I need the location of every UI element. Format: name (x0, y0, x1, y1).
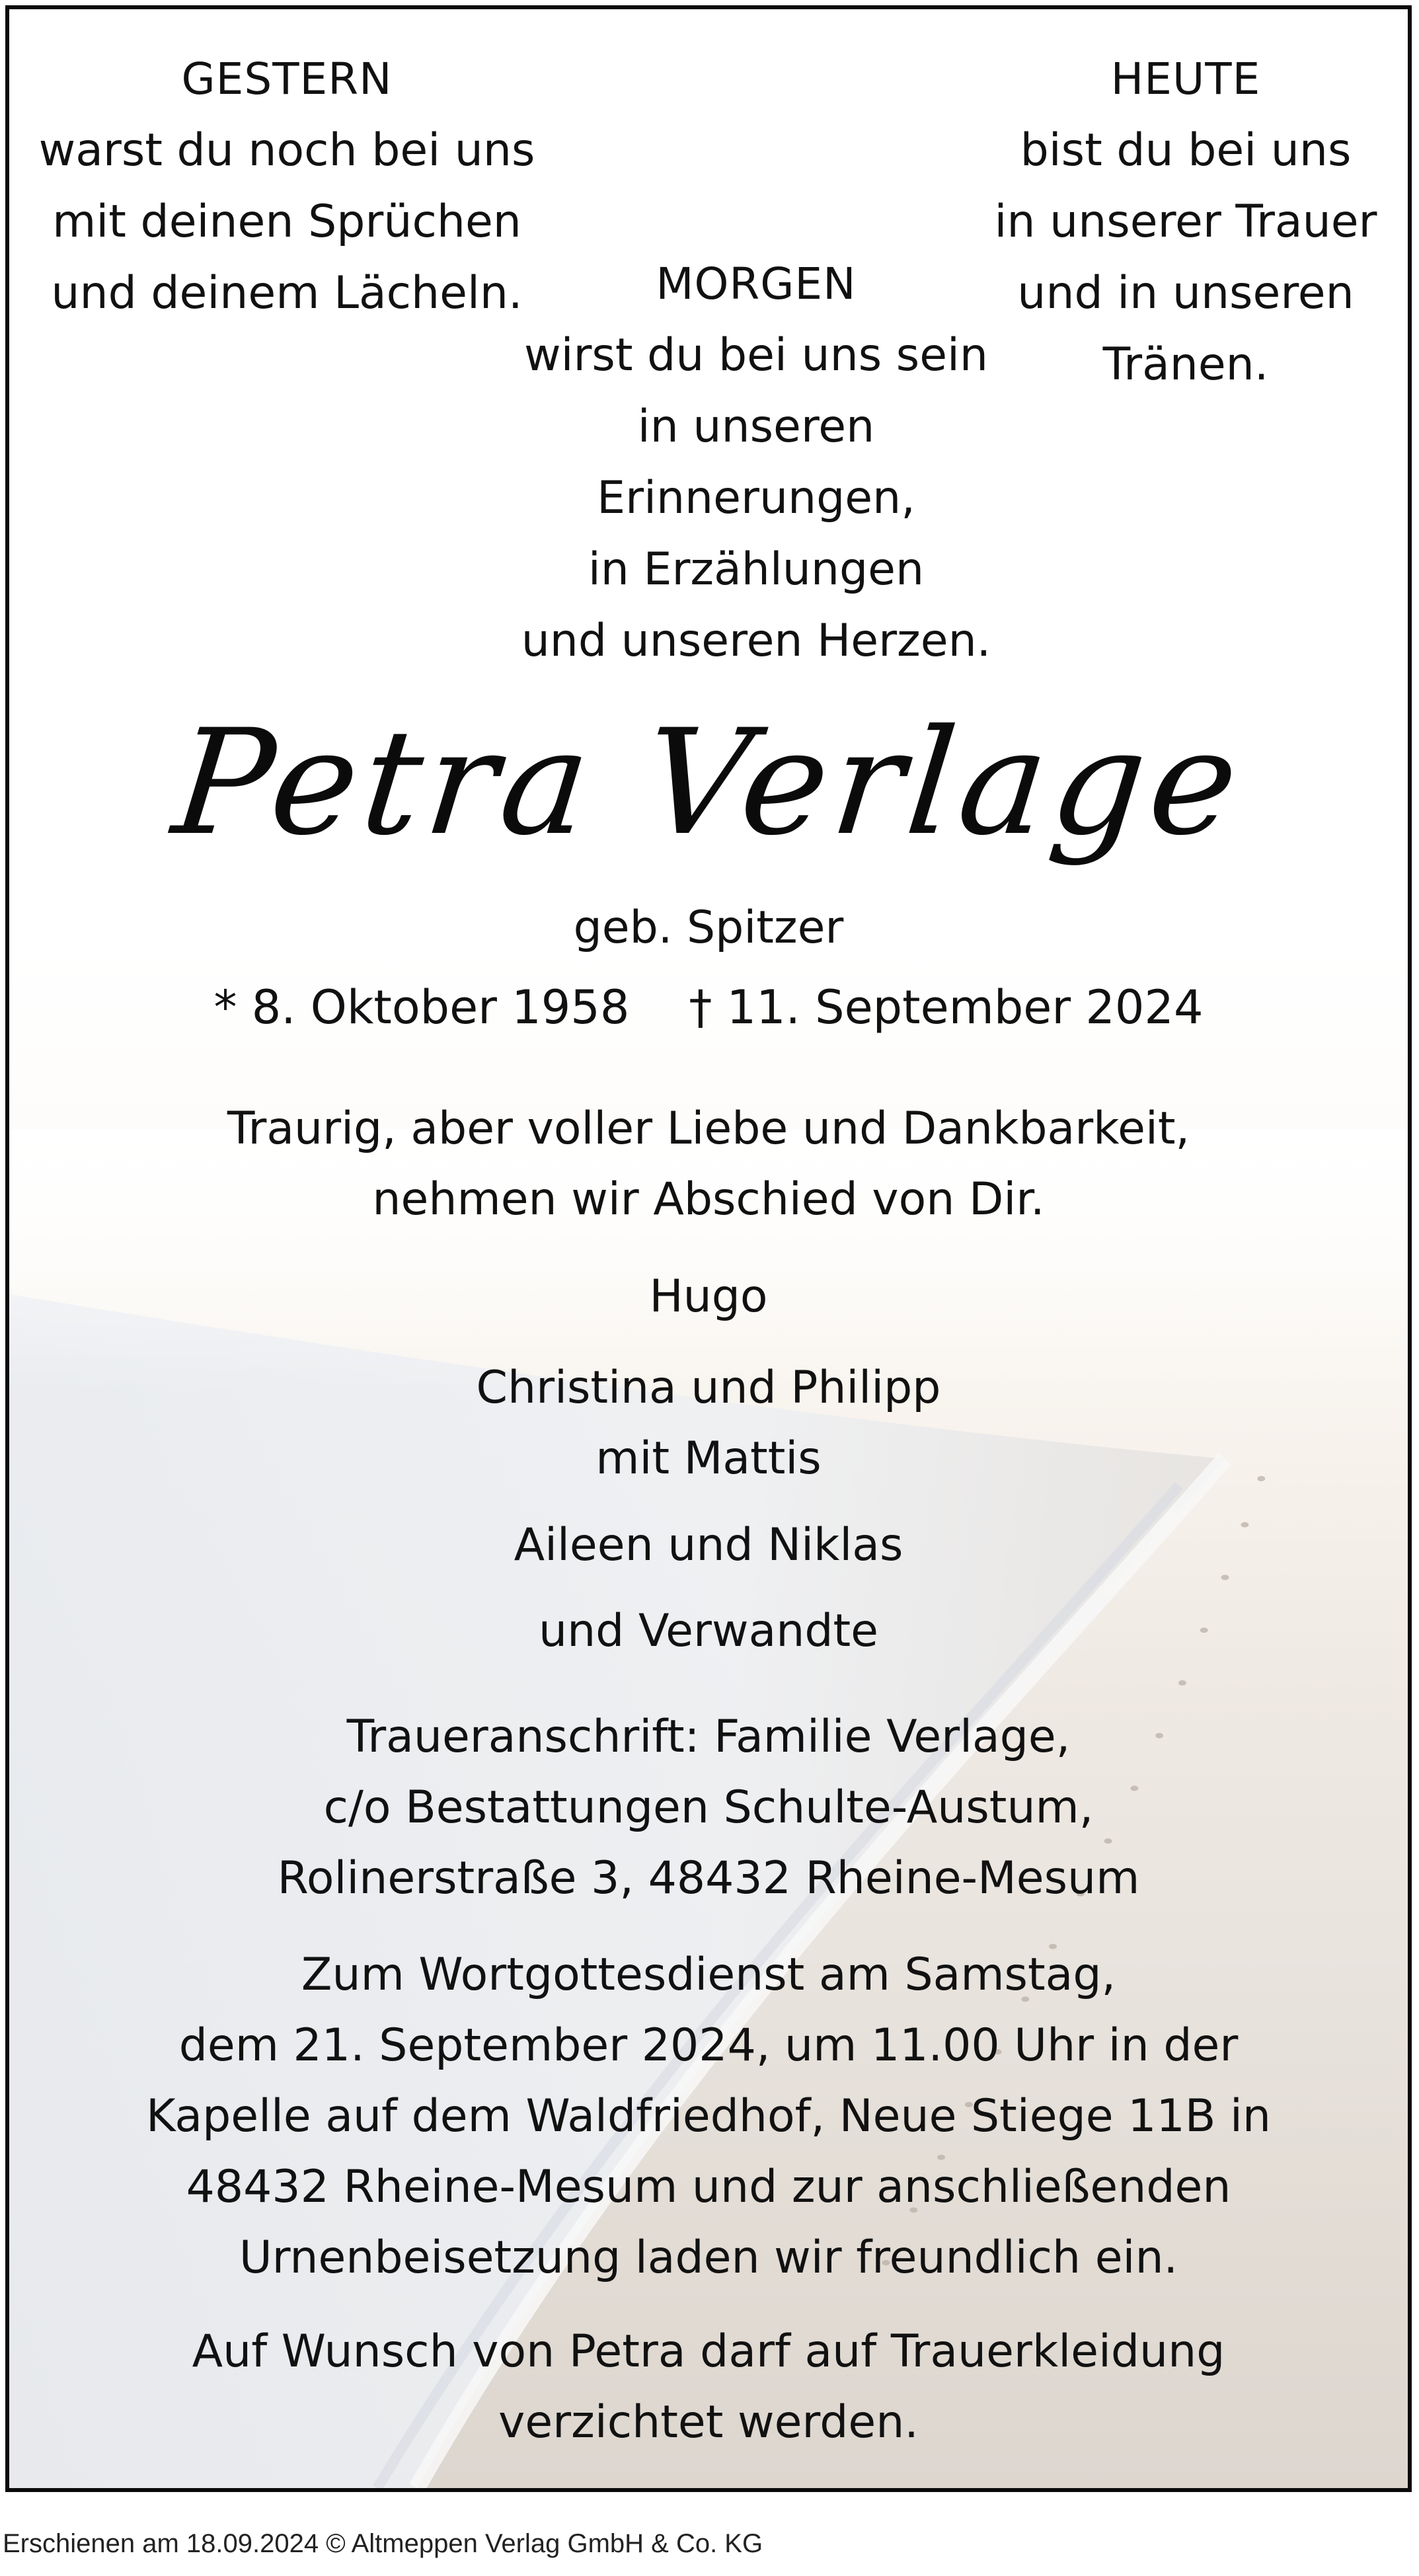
poem-heading-gestern: GESTERN (181, 54, 393, 104)
poem-line: in unseren (637, 401, 875, 453)
text-line: 48432 Rheine-Mesum und zur anschließenden (186, 2161, 1231, 2213)
mourning-address (9, 1701, 1408, 1914)
poem-column-morgen (472, 249, 1040, 677)
poem-line: in Erzählungen (588, 543, 925, 596)
obituary-frame (5, 5, 1412, 2492)
text-line: Zum Wortgottesdienst am Samstag, (301, 1949, 1116, 2001)
text-line: verzichtet werden. (498, 2396, 919, 2448)
text-line: Kapelle auf dem Waldfriedhof, Neue Stiege 11B in (146, 2090, 1271, 2142)
text-line: nehmen wir Abschied von Dir. (372, 1173, 1045, 1226)
poem-line: und unseren Herzen. (521, 615, 991, 667)
poem-line: mit deinen Sprüchen (52, 196, 521, 248)
mourning-text (9, 1093, 1408, 1235)
poem-line: und deinem Lächeln. (51, 267, 523, 319)
text-line: Christina und Philipp (476, 1362, 941, 1414)
text-line: Traurig, aber voller Liebe und Dankbarkeit, (227, 1103, 1190, 1155)
family-member: und Verwandte (538, 1605, 879, 1657)
text-line: Urnenbeisetzung laden wir freundlich ein. (239, 2232, 1178, 2284)
birth-date: * 8. Oktober 1958 (213, 980, 630, 1034)
text-line: mit Mattis (595, 1432, 822, 1485)
poem-line: in unserer Trauer (994, 196, 1377, 248)
service-information (9, 1939, 1408, 2293)
poem-heading-morgen: MORGEN (656, 258, 857, 309)
family-member: Aileen und Niklas (514, 1519, 903, 1571)
life-dates (9, 974, 1408, 1040)
family-member (9, 1352, 1408, 1494)
publication-footer: Erschienen am 18.09.2024 © Altmeppen Verlag GmbH & Co. KG (3, 2529, 763, 2558)
text-line: dem 21. September 2024, um 11.00 Uhr in der (178, 2019, 1239, 2072)
poem-line: warst du noch bei uns (38, 124, 535, 176)
poem-line: Tränen. (1102, 338, 1269, 391)
text-line: Rolinerstraße 3, 48432 Rheine-Mesum (277, 1852, 1140, 1904)
text-line: c/o Bestattungen Schulte-Austum, (323, 1781, 1094, 1834)
birth-name: geb. Spitzer (573, 902, 844, 954)
death-date: † 11. September 2024 (689, 980, 1204, 1034)
deceased-name: Petra Verlage (166, 698, 1251, 867)
text-line: Traueranschrift: Familie Verlage, (346, 1711, 1071, 1763)
poem-line: und in unseren (1017, 267, 1354, 319)
clothing-wish (9, 2316, 1408, 2458)
poem-line: wirst du bei uns sein (523, 329, 989, 381)
family-member: Hugo (649, 1270, 768, 1323)
poem-line: bist du bei uns (1020, 124, 1352, 176)
text-line: Auf Wunsch von Petra darf auf Trauerkleidung (192, 2325, 1225, 2378)
poem-line: Erinnerungen, (597, 472, 915, 524)
poem-heading-heute: HEUTE (1110, 54, 1261, 104)
